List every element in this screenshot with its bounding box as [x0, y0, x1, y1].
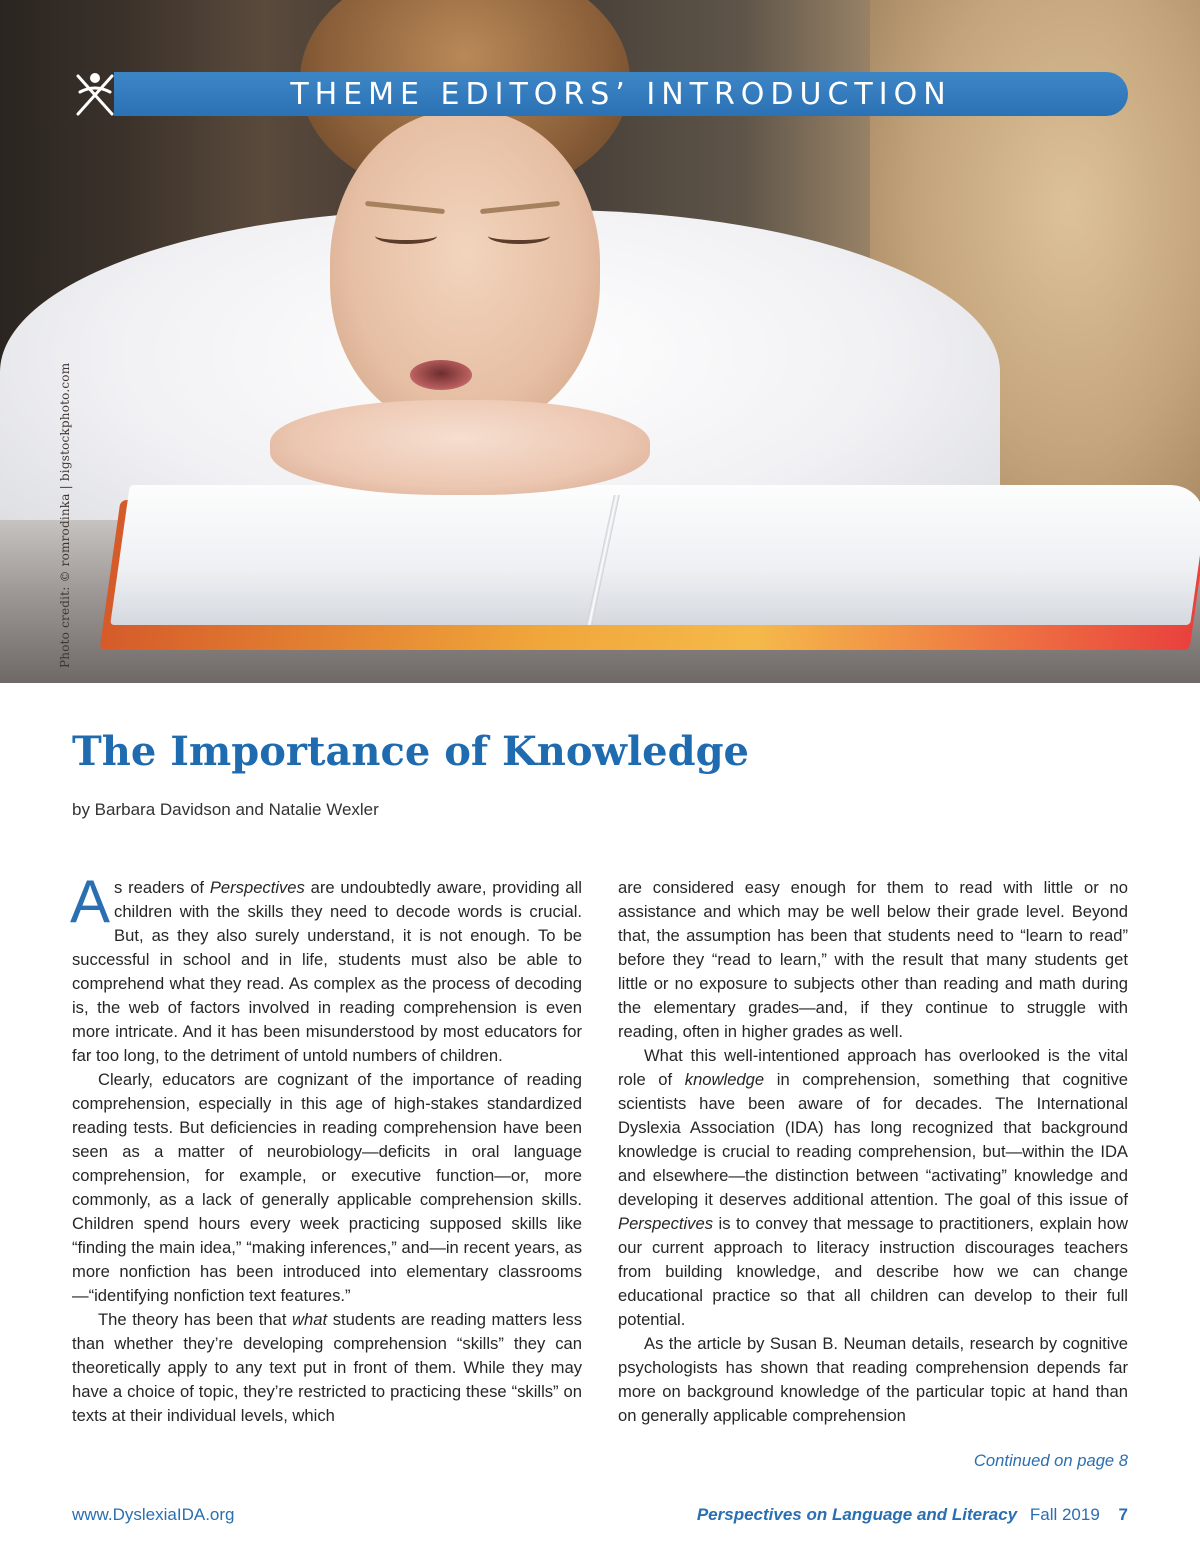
paragraph: What this well-intentioned approach has overlooked is the vital role of knowledge in comprehension, something that cognitive scientists have been aware of for decades. The International Dyslexia Association (IDA) has long recognized that background knowledge is crucial to reading comprehension, but—within the IDA and elsewhere—the distinction between “activating” knowledge and developing it deserves additional attention. The goal of this issue of Perspectives is to convey that message to practitioners, explain how our current approach to literacy instruction discourages teachers from building knowledge, and describe how we can change educational practice so that all children can develop to their full potential.: [618, 1046, 1129, 1329]
ida-logo-icon: [72, 70, 118, 118]
photo-boy-eye-right: [488, 228, 550, 244]
photo-credit: Photo credit: © romrodinka | bigstockphoto.com: [58, 362, 72, 668]
paragraph: The theory has been that what students are reading matters less than whether they’re developing comprehension “skills” they can theoretically apply to any text put in front of them. While they may have a choice of topic, they’re restricted to practicing these “skills” on texts at their individual levels, which: [72, 1310, 582, 1425]
paragraph: Clearly, educators are cognizant of the importance of reading comprehension, especially in this age of high-stakes standardized reading tests. But deficiencies in reading comprehension have been seen as a matter of neurobiology—deficits in oral language comprehension, for example, or executive function—or, more commonly, as a lack of generally applicable comprehension skills. Children spend hours every week practicing supposed skills like “finding the main idea,” “making inferences,” and—in recent years, as more nonfiction has been introduced into elementary classrooms—“identifying nonfiction text features.”: [72, 1070, 582, 1305]
photo-boy-mouth: [410, 360, 472, 390]
photo-book-pages: [110, 485, 1200, 625]
section-banner: [114, 72, 1128, 116]
drop-cap: A: [70, 868, 111, 935]
footer-issue: Fall 2019: [1029, 1505, 1100, 1524]
paragraph: are considered easy enough for them to read with little or no assistance and which may be well below their grade level. Beyond that, the assumption has been that students need to “learn to read” before they “read to learn,” with the result that many students get little or no exposure to subjects other than reading and math during the elementary grades—and, if they continue to struggle with reading, often in higher grades as well.: [618, 878, 1128, 1041]
continued-link[interactable]: Continued on page 8: [973, 1451, 1128, 1470]
article-byline: by Barbara Davidson and Natalie Wexler: [72, 800, 379, 819]
body-column-left: [70, 868, 582, 1428]
section-banner-label: THEME EDITORS’ INTRODUCTION: [290, 76, 952, 112]
footer-journal-name: Perspectives on Language and Literacy: [696, 1505, 1018, 1524]
footer-website-link[interactable]: www.DyslexiaIDA.org: [72, 1505, 235, 1524]
paragraph: As readers of Perspectives are undoubtedly aware, providing all children with the skills they need to decode words is crucial. But, as they also surely understand, it is not enough. To be successful in school and in life, students must also be able to comprehend what they read. As complex as the process of decoding is, the web of factors involved in reading comprehension is even more intricate. And it has been misunderstood by most educators for far too long, to the detriment of untold numbers of children.: [70, 868, 582, 1065]
photo-boy-eye-left: [375, 228, 437, 244]
body-column-right: [618, 876, 1128, 1428]
footer-page-number: 7: [1118, 1505, 1128, 1524]
article-title: The Importance of Knowledge: [72, 728, 749, 775]
footer-journal-info: [697, 1505, 1128, 1525]
photo-boy-hands: [270, 400, 650, 495]
paragraph: As the article by Susan B. Neuman details, research by cognitive psychologists has shown that reading comprehension depends far more on background knowledge of the particular topic at hand than on generally applicable comprehension: [618, 1334, 1128, 1425]
